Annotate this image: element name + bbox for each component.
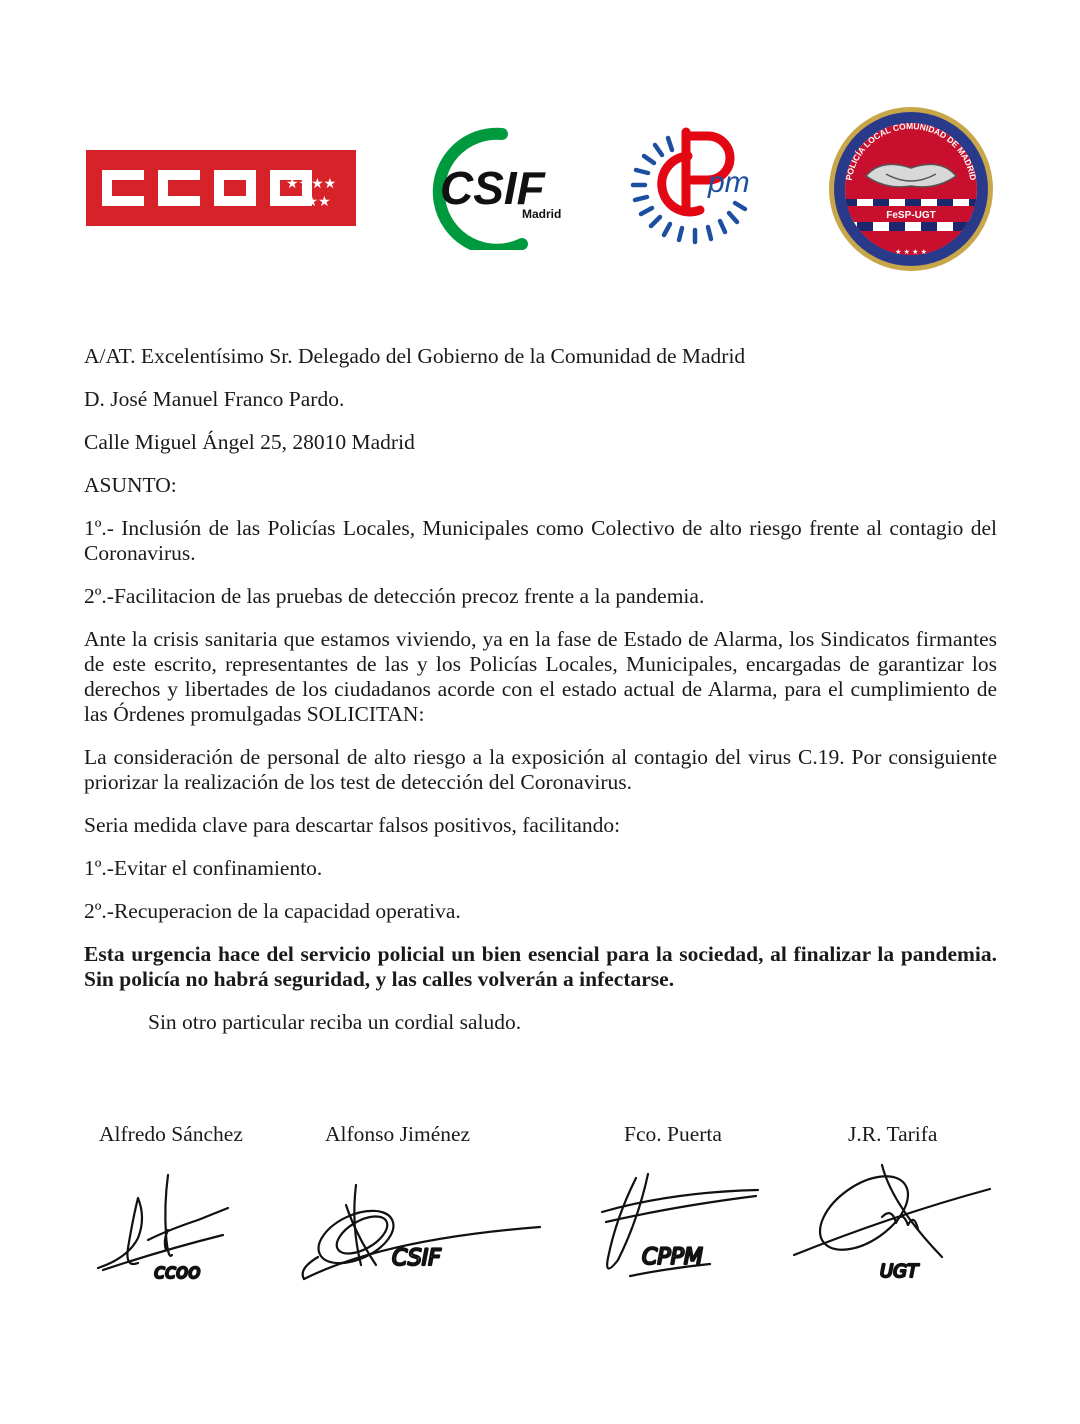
signatory-name-1: Alfredo Sánchez: [99, 1122, 243, 1146]
svg-text:★★★★: ★★★★: [286, 176, 337, 192]
svg-text:pm: pm: [708, 166, 750, 199]
cppm-logo: [628, 126, 764, 250]
recipient-name: D. José Manuel Franco Pardo.: [84, 387, 345, 411]
signature-csif: [296, 1175, 546, 1290]
addressee-line: A/AT. Excelentísimo Sr. Delegado del Gobierno de la Comunidad de Madrid: [84, 344, 746, 368]
signatory-name-3: Fco. Puerta: [624, 1122, 722, 1146]
recipient-address: Calle Miguel Ángel 25, 28010 Madrid: [84, 430, 415, 454]
svg-text:CPPM: CPPM: [642, 1245, 703, 1270]
svg-text:Madrid: Madrid: [522, 207, 562, 221]
letter-body: [84, 344, 997, 1053]
signatory-name-2: Alfonso Jiménez: [325, 1122, 471, 1146]
body-paragraph-1: Ante la crisis sanitaria que estamos viviendo, ya en la fase de Estado de Alarma, los Sindicatos firmantes de este escrito, representantes de las y los Policías Locales, Municipales, encargadas de garantizar los derechos y libertades de los ciudadanos acorde con el estado actual de Alarma, para el cumplimiento de las Órdenes promulgadas SOLICITAN:: [84, 627, 997, 726]
fesp-badge-ring-text: POLICÍA LOCAL COMUNIDAD DE MADRID: [843, 120, 979, 182]
svg-text:CSIF: CSIF: [440, 162, 545, 214]
body-paragraph-3: Seria medida clave para descartar falsos positivos, facilitando:: [84, 813, 621, 837]
subject-point-2: 2º.-Facilitacion de las pruebas de detección precoz frente a la pandemia.: [84, 584, 705, 608]
svg-text:UGT: UGT: [880, 1261, 919, 1282]
subject-point-1: 1º.- Inclusión de las Policías Locales, Municipales como Colectivo de alto riesgo frente al contagio del Coronavirus.: [84, 516, 997, 565]
fesp-ugt-police-badge: [826, 104, 996, 274]
signatory-name-4: J.R. Tarifa: [848, 1122, 938, 1146]
ccoo-logo: [86, 150, 356, 226]
svg-text:★ ★ ★ ★: ★ ★ ★ ★: [895, 248, 927, 256]
svg-text:CSIF: CSIF: [392, 1246, 441, 1271]
list-item-2: 2º.-Recuperacion de la capacidad operativa.: [84, 899, 461, 923]
svg-text:ccoo: ccoo: [154, 1259, 201, 1283]
subject-label: ASUNTO:: [84, 473, 177, 497]
signature-ugt: [792, 1155, 992, 1285]
signature-cppm: [596, 1168, 766, 1283]
list-item-1: 1º.-Evitar el confinamiento.: [84, 856, 323, 880]
svg-text:★★★: ★★★: [293, 194, 331, 210]
logo-row: [0, 0, 1080, 300]
csif-madrid-logo: [418, 126, 570, 250]
signature-ccoo: [88, 1170, 248, 1290]
closing-line: Sin otro particular reciba un cordial saludo.: [148, 1010, 522, 1034]
fesp-badge-band-text: FeSP-UGT: [886, 210, 936, 221]
body-paragraph-2: La consideración de personal de alto riesgo a la exposición al contagio del virus C.19. Por consiguiente priorizar la realización de los test de detección del Coronavirus.: [84, 745, 997, 794]
emphasis-paragraph: Esta urgencia hace del servicio policial un bien esencial para la sociedad, al finalizar la pandemia. Sin policía no habrá seguridad, y las calles volverán a infectarse.: [84, 942, 997, 991]
